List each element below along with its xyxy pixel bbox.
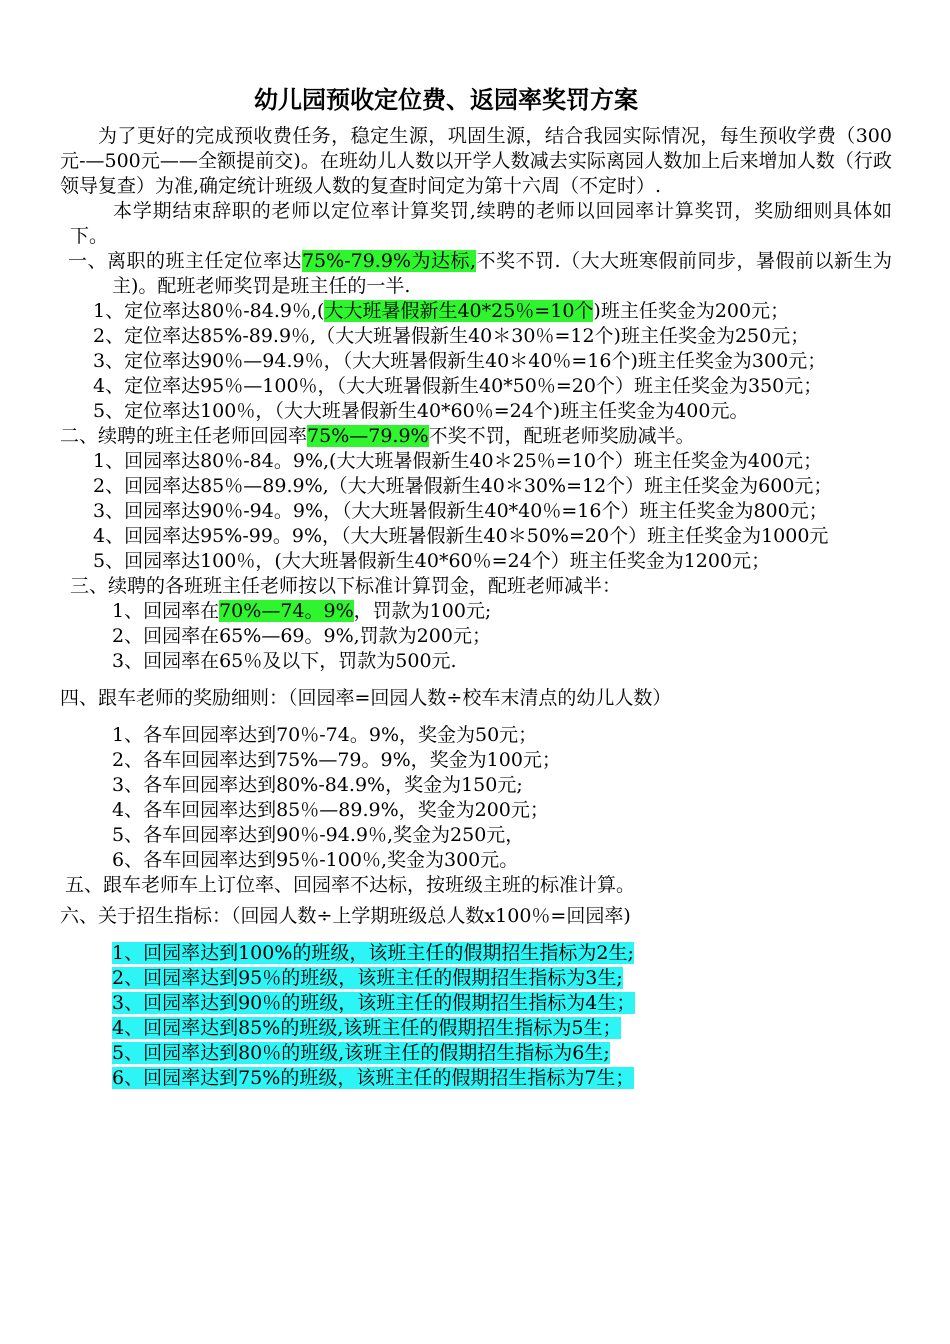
- list-item: 2、各车回园率达到75%—79。9%，奖金为100元；: [112, 749, 561, 771]
- highlight-mark: 6、回园率达到75%的班级，该班主任的假期招生指标为7生；: [112, 1067, 635, 1089]
- section-1-item-1: 1、定位率达80％-84.9％,(大大班暑假新生40*25％=10个)班主任奖金为200元；: [93, 300, 790, 322]
- section-2-item-3: 3、回园率达90％-94。9%，（大大班暑假新生40*40％=16个）班主任奖金为800元；: [93, 500, 828, 522]
- list-item: 6、各车回园率达到95％-100％,奖金为300元。: [112, 849, 519, 871]
- list-item: [60, 1041, 892, 1066]
- section-1-item-2: 2、定位率达85%-89.9％,（大大班暑假新生40＊30％=12个)班主任奖金为250元；: [93, 325, 810, 347]
- document-body: [60, 124, 892, 1091]
- section-2-item-4: 4、回园率达95%-99。9%，（大大班暑假新生40＊50%=20个）班主任奖金为1000元: [93, 525, 829, 547]
- list-item: [60, 966, 892, 991]
- highlight-mark: 4、回园率达到85%的班级,该班主任的假期招生指标为5生；: [112, 1017, 622, 1039]
- intro-paragraph-2: 本学期结束辞职的老师以定位率计算奖罚,续聘的老师以回园率计算奖罚，奖励细则具体如下。: [70, 200, 892, 247]
- section-1-item-3: 3、定位率达90％—94.9％，（大大班暑假新生40＊40％=16个)班主任奖金为300元；: [93, 350, 827, 372]
- section-4-heading: 四、跟车老师的奖励细则：（回园率=回园人数÷校车末清点的幼儿人数）: [60, 687, 672, 709]
- highlight-mark: 3、回园率达到90％的班级，该班主任的假期招生指标为4生；: [112, 992, 636, 1014]
- section-2-item-2: 2、回园率达85％—89.9%,（大大班暑假新生40＊30%=12个）班主任奖金为600元；: [93, 475, 833, 497]
- section-1-item-5: 5、定位率达100％，（大大班暑假新生40*60％=24个)班主任奖金为400元。: [93, 400, 749, 422]
- list-item: [60, 941, 892, 966]
- section-3-item-3: 3、回园率在65％及以下，罚款为500元.: [112, 650, 457, 672]
- section-5-heading: 五、跟车老师车上订位率、回园率不达标，按班级主班的标准计算。: [65, 874, 636, 896]
- section-1-item-4: 4、定位率达95％—100％，（大大班暑假新生40*50％=20个）班主任奖金为350元；: [93, 375, 823, 397]
- highlight-mark: 5、回园率达到80％的班级,该班主任的假期招生指标为6生;: [112, 1042, 610, 1064]
- highlight-mark: 70%—74。9%: [219, 600, 354, 622]
- intro-paragraph: 为了更好的完成预收费任务，稳定生源，巩固生源，结合我园实际情况，每生预收学费（300元-—500元——全额提前交)。在班幼儿人数以开学人数减去实际离园人数加上后来增加人数（行政领导复查）为准,确定统计班级人数的复查时间定为第十六周（不定时）.: [60, 125, 892, 197]
- section-6-heading: 六、关于招生指标：（回园人数÷上学期班级总人数x100％=回园率): [60, 905, 631, 927]
- section-2-item-1: 1、回园率达80％-84。9%,(大大班暑假新生40＊25％=10个）班主任奖金为400元；: [93, 450, 823, 472]
- section-3-heading: 三、续聘的各班班主任老师按以下标准计算罚金，配班老师减半：: [70, 575, 622, 597]
- list-item: 5、各车回园率达到90％-94.9％,奖金为250元，: [112, 824, 525, 846]
- highlight-mark: 大大班暑假新生40*25％=10个: [324, 300, 594, 322]
- list-item: [60, 1066, 892, 1091]
- highlight-mark: 2、回园率达到95％的班级，该班主任的假期招生指标为3生;: [112, 967, 623, 989]
- list-item: [60, 1016, 892, 1041]
- list-item: 3、各车回园率达到80%-84.9%，奖金为150元;: [112, 774, 523, 796]
- section-3-item-1: 1、回园率在70%—74。9%，罚款为100元;: [112, 600, 492, 622]
- section-3-item-2: 2、回园率在65%—69。9%,罚款为200元；: [112, 625, 491, 647]
- list-item: 1、各车回园率达到70％-74。9%，奖金为50元；: [112, 724, 538, 746]
- highlight-mark: 75%—79.9%: [307, 425, 429, 447]
- highlight-mark: 1、回园率达到100%的班级，该班主任的假期招生指标为2生;: [112, 942, 634, 964]
- page-title: 幼儿园预收定位费、返园率奖罚方案: [254, 86, 638, 114]
- section-1-heading: 一、离职的班主任定位率达75%-79.9%为达标,不奖不罚.（大大班寒假前同步，暑假前以新生为主)。配班老师奖罚是班主任的一半.: [68, 250, 892, 297]
- section-2-heading: 二、续聘的班主任老师回园率75%—79.9%不奖不罚，配班老师奖励减半。: [60, 425, 695, 447]
- highlight-mark: 75%-79.9%为达标,: [301, 250, 477, 272]
- list-item: 4、各车回园率达到85％—89.9%，奖金为200元；: [112, 799, 549, 821]
- list-item: [60, 991, 892, 1016]
- section-2-item-5: 5、回园率达100％，(大大班暑假新生40*60％=24个）班主任奖金为1200元；: [93, 550, 771, 572]
